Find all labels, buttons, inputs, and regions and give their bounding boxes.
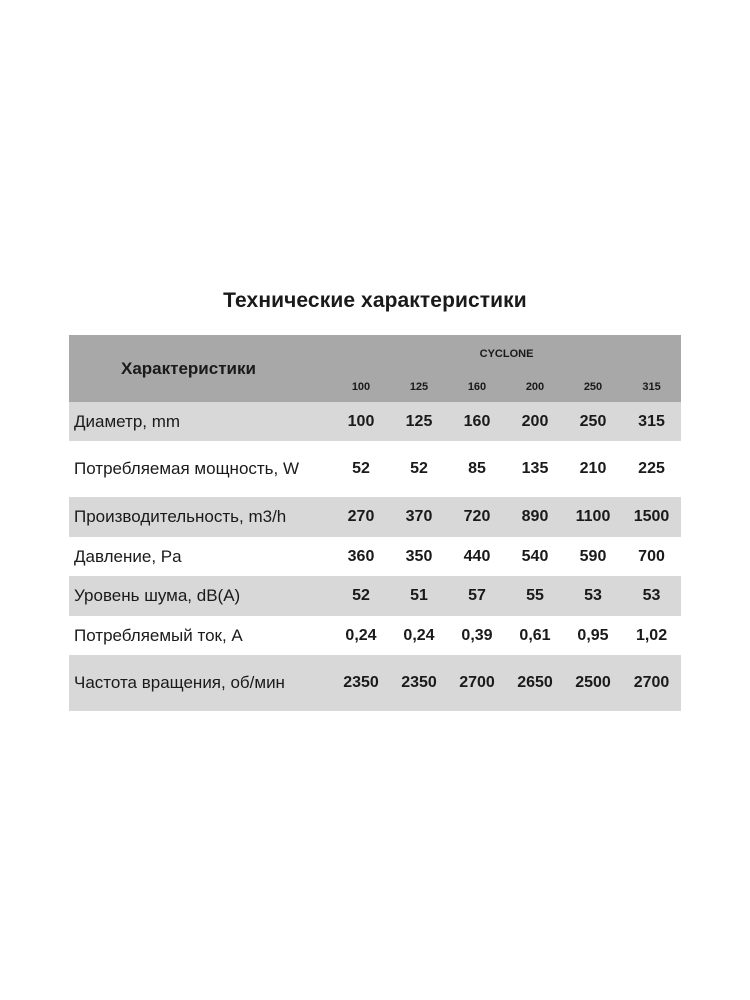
value-cell: 135 <box>506 441 564 497</box>
value-cell: 0,61 <box>506 616 564 655</box>
value-cell: 0,24 <box>390 616 448 655</box>
specifications-table <box>69 335 681 711</box>
value-cell: 100 <box>332 402 390 441</box>
model-header: 100 <box>332 371 390 402</box>
value-cell: 53 <box>564 576 622 616</box>
value-cell: 270 <box>332 497 390 537</box>
page-title: Технические характеристики <box>223 289 527 312</box>
value-cell: 440 <box>448 537 506 576</box>
value-cell: 125 <box>390 402 448 441</box>
value-cell: 55 <box>506 576 564 616</box>
table-row-power <box>69 441 681 497</box>
model-header: 125 <box>390 371 448 402</box>
row-label: Потребляемая мощность, W <box>69 441 332 497</box>
value-cell: 590 <box>564 537 622 576</box>
value-cell: 85 <box>448 441 506 497</box>
model-header: 250 <box>564 371 622 402</box>
value-cell: 2700 <box>448 655 506 711</box>
value-cell: 350 <box>390 537 448 576</box>
value-cell: 2350 <box>332 655 390 711</box>
series-name: CYCLONE <box>332 335 681 371</box>
table-row-diameter <box>69 402 681 441</box>
model-header: 200 <box>506 371 564 402</box>
value-cell: 52 <box>332 441 390 497</box>
row-label: Частота вращения, об/мин <box>69 655 332 711</box>
table-row-pressure <box>69 537 681 576</box>
value-cell: 52 <box>390 441 448 497</box>
row-label: Производительность, m3/h <box>69 497 332 537</box>
value-cell: 2650 <box>506 655 564 711</box>
value-cell: 0,24 <box>332 616 390 655</box>
value-cell: 2500 <box>564 655 622 711</box>
value-cell: 2350 <box>390 655 448 711</box>
table-row-rpm <box>69 655 681 711</box>
value-cell: 2700 <box>622 655 681 711</box>
value-cell: 57 <box>448 576 506 616</box>
table-body <box>69 402 681 711</box>
value-cell: 200 <box>506 402 564 441</box>
value-cell: 1,02 <box>622 616 681 655</box>
value-cell: 1500 <box>622 497 681 537</box>
table-row-noise <box>69 576 681 616</box>
value-cell: 250 <box>564 402 622 441</box>
value-cell: 0,95 <box>564 616 622 655</box>
value-cell: 1100 <box>564 497 622 537</box>
value-cell: 700 <box>622 537 681 576</box>
value-cell: 370 <box>390 497 448 537</box>
table-header <box>69 335 681 402</box>
row-label: Диаметр, mm <box>69 402 332 441</box>
header-label: Характеристики <box>69 335 332 402</box>
table-row-capacity <box>69 497 681 537</box>
value-cell: 315 <box>622 402 681 441</box>
row-label: Давление, Pa <box>69 537 332 576</box>
model-header: 160 <box>448 371 506 402</box>
header-row-series <box>69 335 681 371</box>
value-cell: 0,39 <box>448 616 506 655</box>
value-cell: 360 <box>332 537 390 576</box>
value-cell: 52 <box>332 576 390 616</box>
value-cell: 160 <box>448 402 506 441</box>
value-cell: 720 <box>448 497 506 537</box>
value-cell: 890 <box>506 497 564 537</box>
value-cell: 540 <box>506 537 564 576</box>
row-label: Потребляемый ток, А <box>69 616 332 655</box>
value-cell: 210 <box>564 441 622 497</box>
value-cell: 53 <box>622 576 681 616</box>
value-cell: 225 <box>622 441 681 497</box>
table-row-current <box>69 616 681 655</box>
row-label: Уровень шума, dB(A) <box>69 576 332 616</box>
model-header: 315 <box>622 371 681 402</box>
value-cell: 51 <box>390 576 448 616</box>
